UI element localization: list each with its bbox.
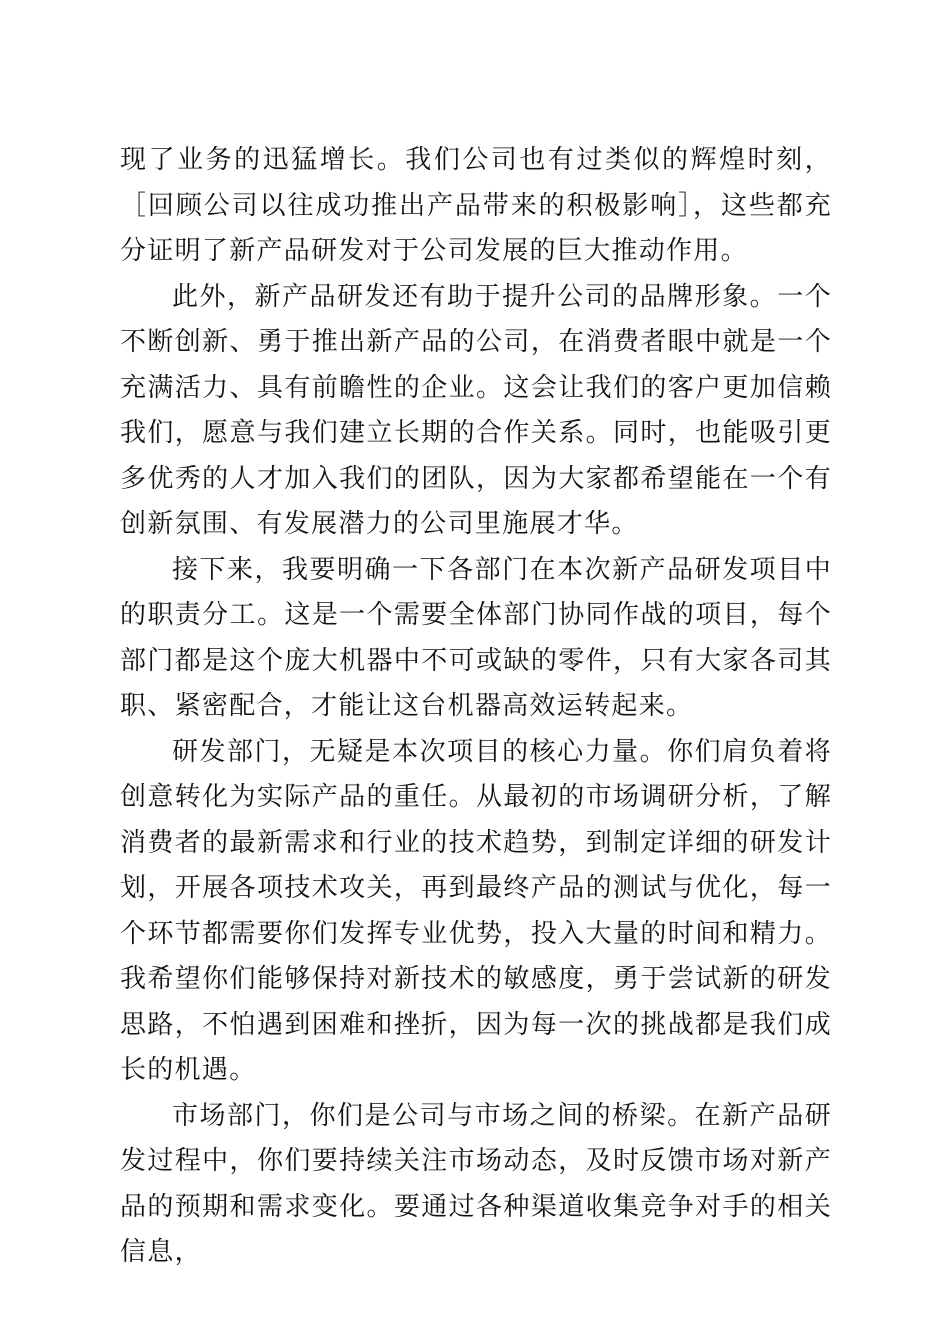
- paragraph-continued: 现了业务的迅猛增长。我们公司也有过类似的辉煌时刻，［回顾公司以往成功推出产品带来的积极影响］，这些都充分证明了新产品研发对于公司发展的巨大推动作用。: [120, 145, 832, 266]
- paragraph-rd-department: 研发部门，无疑是本次项目的核心力量。你们肩负着将创意转化为实际产品的重任。从最初的市场调研分析，了解消费者的最新需求和行业的技术趋势，到制定详细的研发计划，开展各项技术攻关，再到最终产品的测试与优化，每一个环节都需要你们发挥专业优势，投入大量的时间和精力。我希望你们能够保持对新技术的敏感度，勇于尝试新的研发思路，不怕遇到困难和挫折，因为每一次的挑战都是我们成长的机遇。: [120, 736, 832, 1085]
- document-body: [120, 138, 832, 1276]
- paragraph-brand-image: 此外，新产品研发还有助于提升公司的品牌形象。一个不断创新、勇于推出新产品的公司，在消费者眼中就是一个充满活力、具有前瞻性的企业。这会让我们的客户更加信赖我们，愿意与我们建立长期的合作关系。同时，也能吸引更多优秀的人才加入我们的团队，因为大家都希望能在一个有创新氛围、有发展潜力的公司里施展才华。: [120, 281, 832, 539]
- paragraph-responsibilities: 接下来，我要明确一下各部门在本次新产品研发项目中的职责分工。这是一个需要全体部门协同作战的项目，每个部门都是这个庞大机器中不可或缺的零件，只有大家各司其职、紧密配合，才能让这台机器高效运转起来。: [120, 554, 832, 721]
- paragraph-marketing-department: 市场部门，你们是公司与市场之间的桥梁。在新产品研发过程中，你们要持续关注市场动态，及时反馈市场对新产品的预期和需求变化。要通过各种渠道收集竞争对手的相关信息，: [120, 1100, 832, 1267]
